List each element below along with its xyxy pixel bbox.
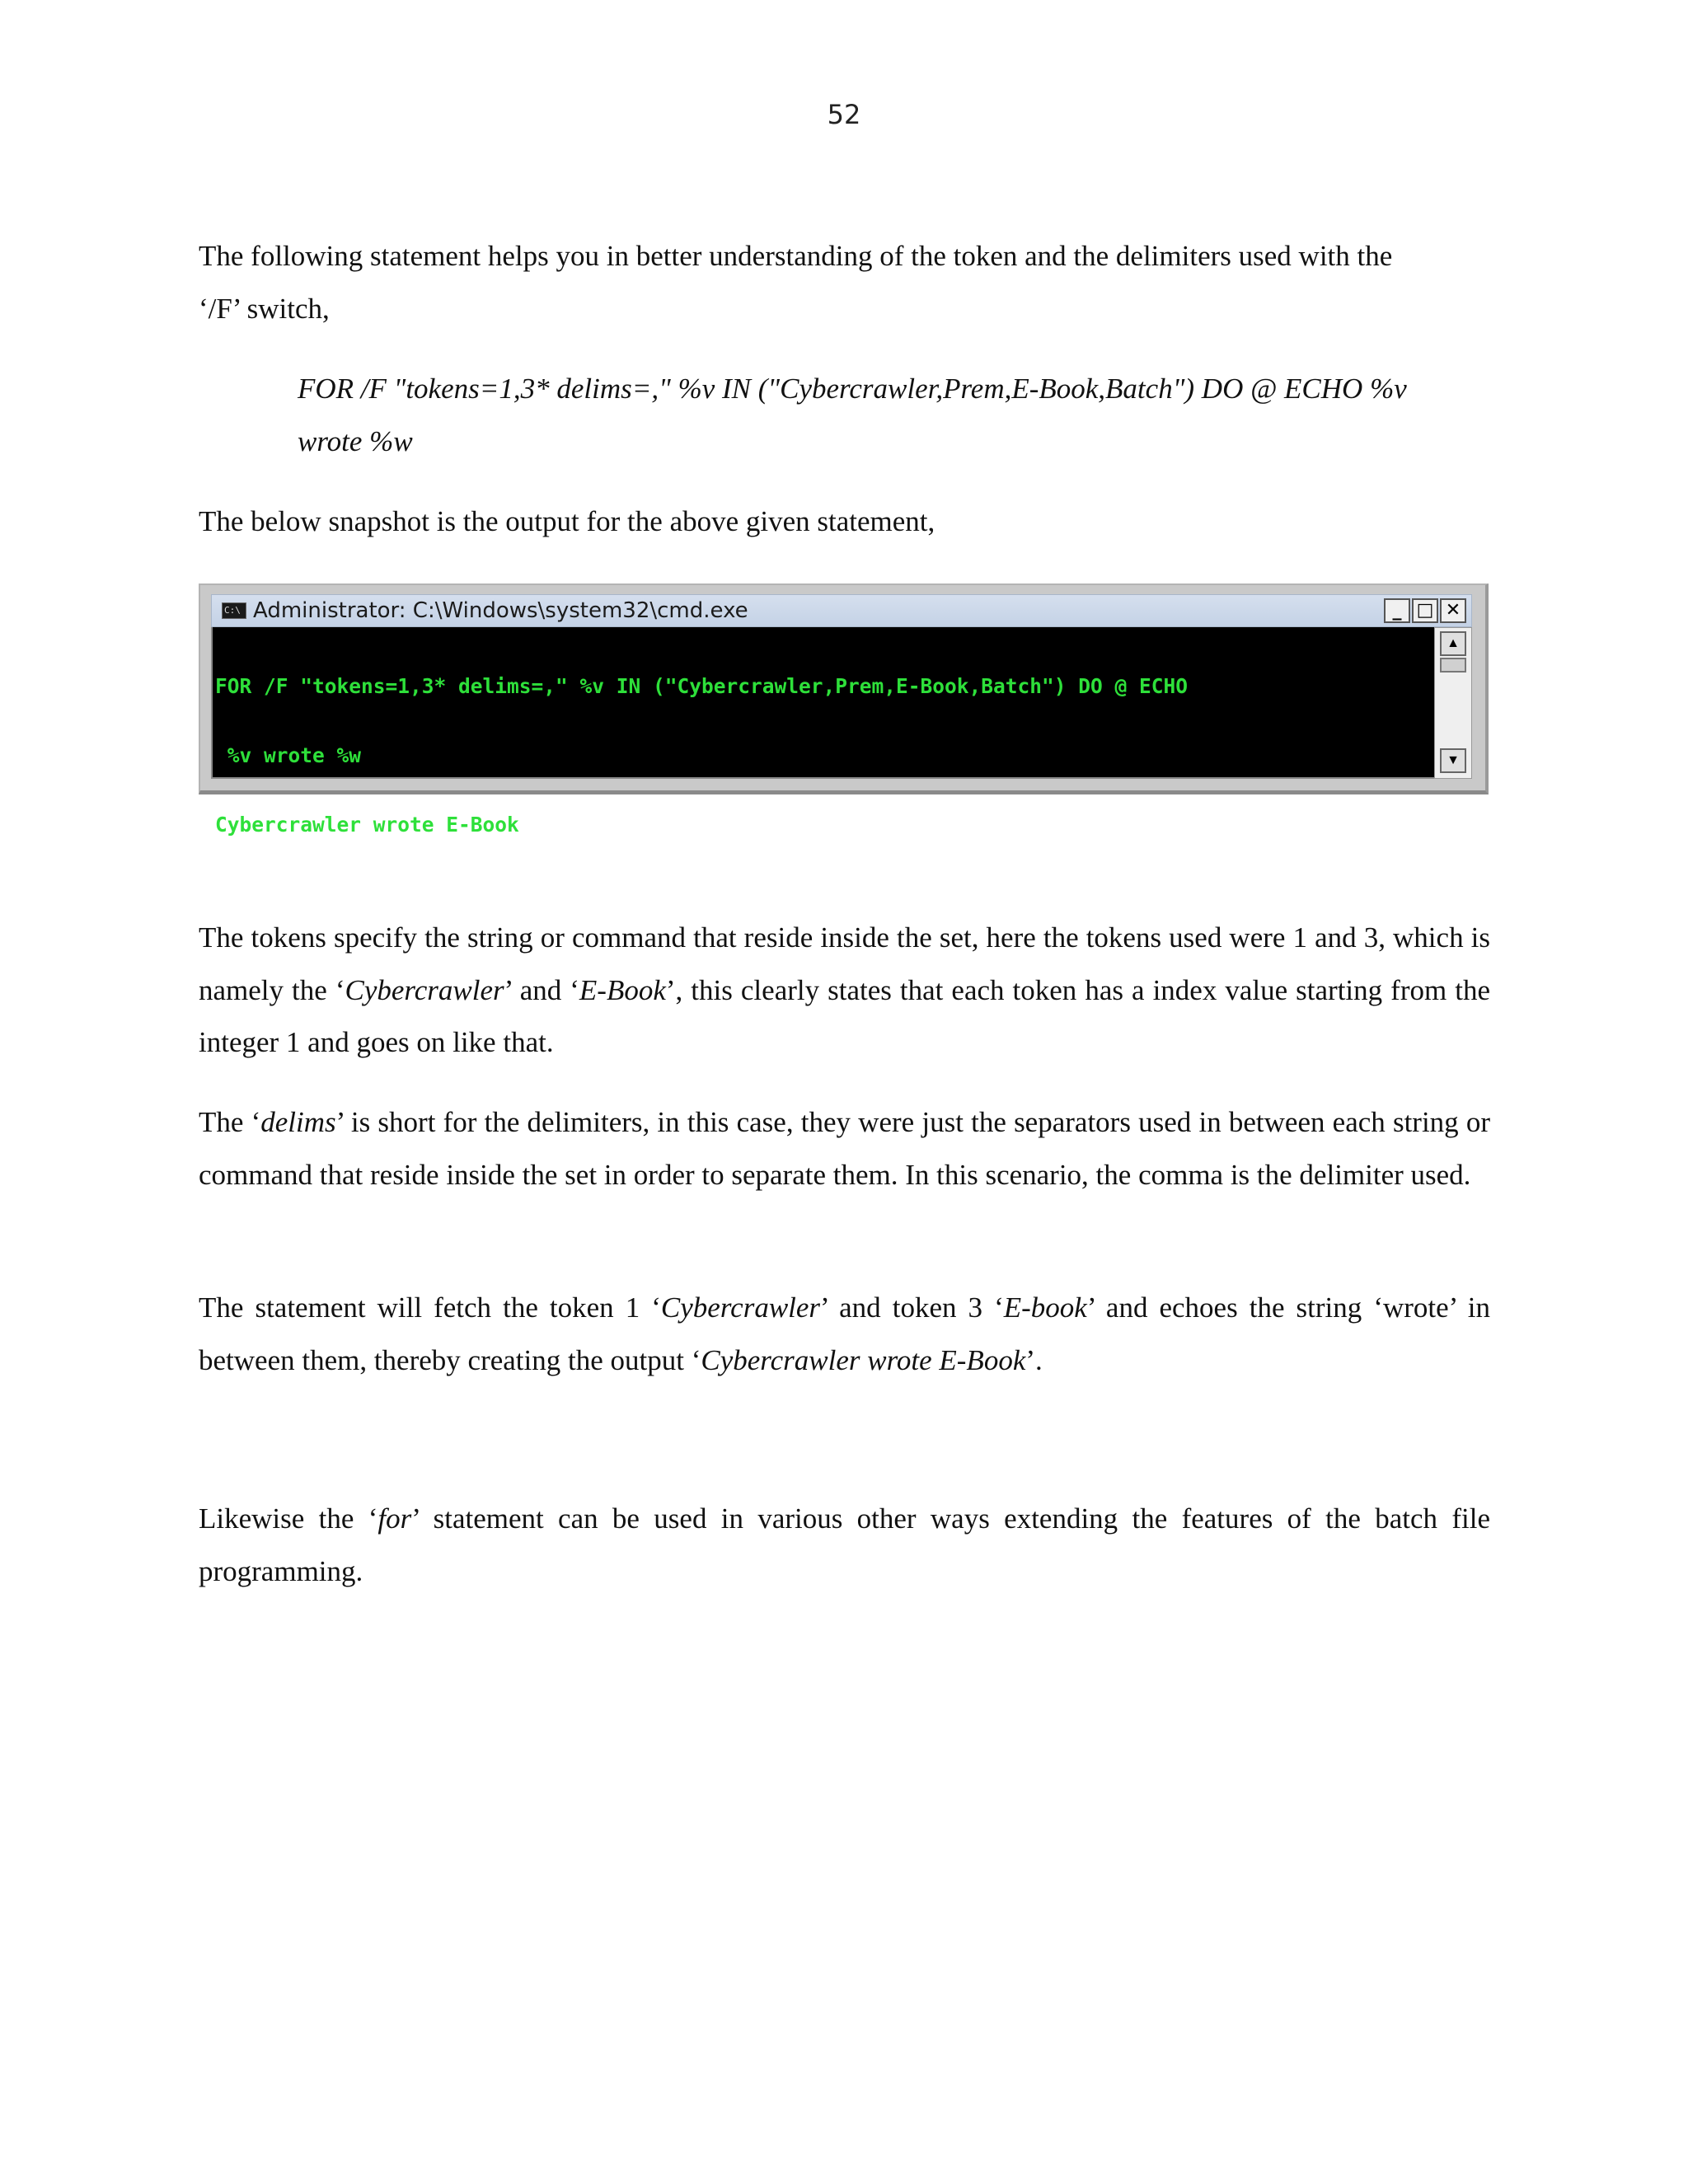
console-line-2: %v wrote %w: [215, 743, 362, 767]
delims-paragraph: [199, 1096, 1490, 1201]
intro-paragraph: [199, 230, 1490, 335]
cmd-icon: C:\: [222, 602, 246, 619]
fetch-italic-2: E-book: [1003, 1291, 1087, 1324]
delims-italic-1: delims: [260, 1106, 336, 1138]
console-line-1: FOR /F "tokens=1,3* delims=," %v IN ("Cybercrawler,Prem,E-Book,Batch") DO @ ECHO: [215, 674, 1189, 698]
tokens-italic-2: E-Book: [579, 973, 666, 1006]
likewise-italic-1: for: [377, 1502, 412, 1535]
page-number: 52: [827, 99, 861, 130]
fetch-text-3: ’ and echoes the string ‘wrote’ in between them, thereby creating the output ‘: [199, 1291, 1490, 1376]
cmd-window-screenshot: [199, 583, 1489, 837]
intro-line-1: The following statement helps you in better understanding of the token and the delimiters used with the: [199, 240, 1393, 272]
tokens-text-2: ’ and ‘: [504, 973, 579, 1006]
close-button[interactable]: ✕: [1440, 598, 1466, 623]
scroll-thumb[interactable]: [1440, 658, 1466, 673]
code-line-1: FOR /F "tokens=1,3* delims=," %v IN ("Cybercrawler,Prem,E-Book,Batch") DO @ ECHO %v: [298, 373, 1407, 405]
snapshot-intro: The below snapshot is the output for the above given statement,: [199, 505, 935, 537]
likewise-text-2: ’ statement can be used in various other ways extending the features of the batch file programming.: [199, 1502, 1490, 1587]
tokens-italic-1: Cybercrawler: [345, 973, 504, 1006]
scroll-up-arrow-icon[interactable]: ▲: [1440, 631, 1466, 656]
maximize-button[interactable]: □: [1412, 598, 1438, 623]
fetch-italic-1: Cybercrawler: [660, 1291, 821, 1324]
cmd-console-output[interactable]: [211, 627, 1434, 837]
code-line-2: wrote %w: [298, 424, 413, 457]
fetch-text-4: ’.: [1025, 1343, 1043, 1376]
cmd-window-title: Administrator: C:\Windows\system32\cmd.exe: [253, 598, 748, 623]
cmd-titlebar: [211, 594, 1472, 627]
minimize-button[interactable]: _: [1384, 598, 1410, 623]
fetch-paragraph: [199, 1282, 1490, 1386]
cmd-scrollbar[interactable]: [1434, 627, 1472, 779]
code-statement: [298, 363, 1493, 467]
tokens-text-3: ’, this clearly states that each token has a index value starting from the integer 1 and goes on like that.: [199, 973, 1491, 1058]
delims-text-2: ’ is short for the delimiters, in this case, they were just the separators used in between each string or command that reside inside the set in order to separate them. In this scenario, the comma is the delimiter used.: [199, 1106, 1491, 1191]
fetch-text-1: The statement will fetch the token 1 ‘: [199, 1291, 661, 1324]
likewise-text-1: Likewise the ‘: [199, 1502, 378, 1535]
delims-text-1: The ‘: [199, 1106, 261, 1138]
console-line-3: Cybercrawler wrote E-Book: [215, 813, 519, 837]
fetch-italic-3: Cybercrawler wrote E-Book: [701, 1343, 1026, 1376]
fetch-text-2: ’ and token 3 ‘: [820, 1291, 1004, 1324]
scroll-down-arrow-icon[interactable]: ▼: [1440, 748, 1466, 773]
likewise-paragraph: [199, 1493, 1490, 1597]
tokens-paragraph: [199, 912, 1490, 1069]
tokens-text-1: The tokens specify the string or command that reside inside the set, here the tokens used were 1 and 3, which is namely the ‘: [199, 921, 1490, 1006]
intro-line-2: ‘/F’ switch,: [199, 292, 330, 325]
